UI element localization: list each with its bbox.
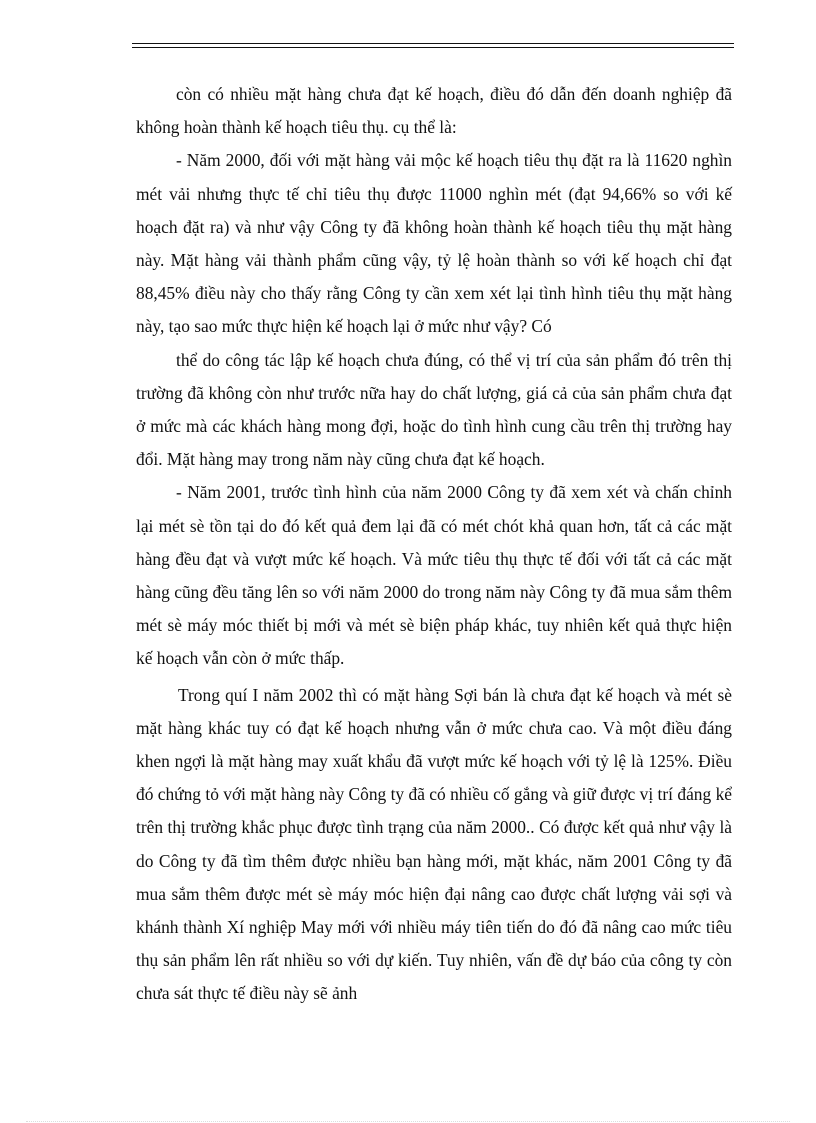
footer-rule bbox=[26, 1121, 790, 1122]
header-rule-top bbox=[132, 43, 734, 44]
paragraph-4: - Năm 2001, trước tình hình của năm 2000 Công ty đã xem xét và chấn chỉnh lại mét sè tồn tại do đó kết quả đem lại đã có mét chót khả quan hơn, tất cả các mặt hàng đều đạt và vượt mức kế hoạch. Và mức tiêu thụ thực tế đối với tất cả các mặt hàng cũng đều tăng lên so với năm 2000 do trong năm này Công ty đã mua sắm thêm mét sè máy móc thiết bị mới và mét sè biện pháp khác, tuy nhiên kết quả thực hiện kế hoạch vẫn còn ở mức thấp. bbox=[136, 482, 732, 669]
paragraph-2: - Năm 2000, đối với mặt hàng vải mộc kế hoạch tiêu thụ đặt ra là 11620 nghìn mét vải nhưng thực tế chỉ tiêu thụ được 11000 nghìn mét (đạt 94,66% so với kế hoạch đặt ra) và như vậy Công ty đã không hoàn thành kế hoạch tiêu thụ mặt hàng này. Mặt hàng vải thành phẩm cũng vậy, tỷ lệ hoàn thành so với kế hoạch chỉ đạt 88,45% điều này cho thấy rằng Công ty cần xem xét lại tình hình tiêu thụ mặt hàng này, tạo sao mức thực hiện kế hoạch lại ở mức như vậy? Có bbox=[136, 150, 732, 337]
paragraph-3: thể do công tác lập kế hoạch chưa đúng, có thể vị trí của sản phẩm đó trên thị trường đã không còn như trước nữa hay do chất lượng, giá cả của sản phẩm chưa đạt ở mức mà các khách hàng mong đợi, hoặc do tình hình cung cầu trên thị trường hay đổi. Mặt hàng may trong năm này cũng chưa đạt kế hoạch. bbox=[136, 349, 732, 470]
paragraph-5: Trong quí I năm 2002 thì có mặt hàng Sợi bán là chưa đạt kế hoạch và mét sè mặt hàng khác tuy có đạt kế hoạch nhưng vẫn ở mức chưa cao. Và một điều đáng khen ngợi là mặt hàng may xuất khẩu đã vượt mức kế hoạch với tỷ lệ là 125%. Điều đó chứng tỏ với mặt hàng này Công ty đã có nhiều cố gắng và giữ được vị trí đáng kể trên thị trường khắc phục được tình trạng của năm 2000.. Có được kết quả như vậy là do Công ty đã tìm thêm được nhiều bạn hàng mới, mặt khác, năm 2001 Công ty đã mua sắm thêm được mét sè máy móc hiện đại nâng cao được chất lượng vải sợi và khánh thành Xí nghiệp May mới với nhiều máy tiên tiến do đó đã nâng cao mức tiêu thụ sản phẩm lên rất nhiều so với dự kiến. Tuy nhiên, vấn đề dự báo của công ty còn chưa sát thực tế điều này sẽ ảnh bbox=[136, 684, 732, 1004]
header-rule-bottom bbox=[132, 47, 734, 48]
paragraph-1: còn có nhiều mặt hàng chưa đạt kế hoạch, điều đó dẫn đến doanh nghiệp đã không hoàn thành kế hoạch tiêu thụ. cụ thể là: bbox=[136, 84, 732, 138]
document-body bbox=[136, 78, 732, 1011]
